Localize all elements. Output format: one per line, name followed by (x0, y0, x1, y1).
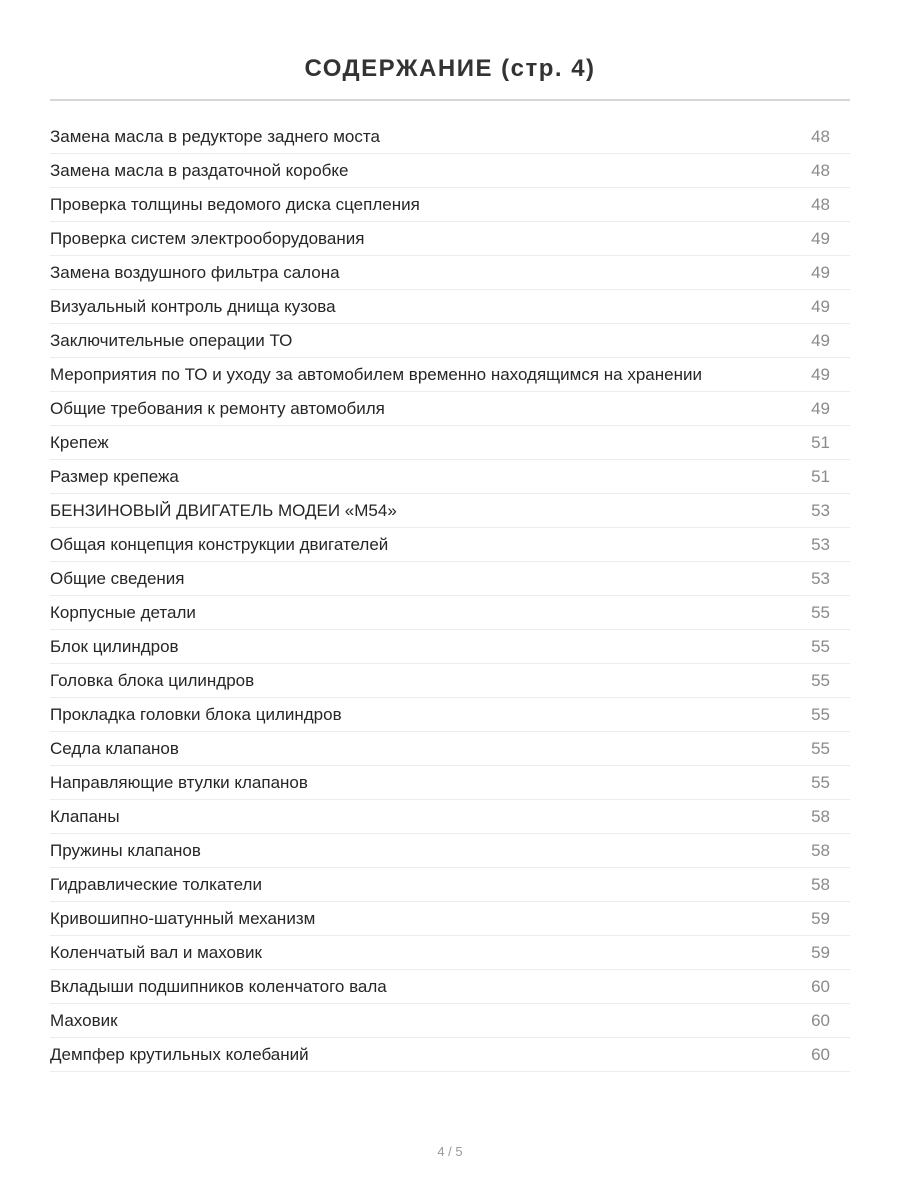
toc-entry-title[interactable]: Общие сведения (50, 569, 185, 588)
toc-entry-page-number: 51 (811, 433, 830, 452)
page-title: СОДЕРЖАНИЕ (стр. 4) (304, 55, 596, 83)
toc-entry-page-number: 48 (811, 161, 830, 180)
toc-entry-title[interactable]: Гидравлические толкатели (50, 875, 262, 894)
toc-entry-title[interactable]: Головка блока цилиндров (50, 671, 255, 690)
toc-entry[interactable] (50, 494, 850, 528)
toc-entry-page-number: 58 (811, 875, 830, 894)
toc-entry-title[interactable]: Проверка толщины ведомого диска сцепления (50, 195, 420, 214)
toc-entry-title[interactable]: Блок цилиндров (50, 637, 179, 656)
toc-entry-title[interactable]: Вкладыши подшипников коленчатого вала (50, 977, 387, 996)
toc-entry-title[interactable]: Замена масла в редукторе заднего моста (50, 127, 380, 146)
toc-entry[interactable] (50, 834, 850, 868)
toc-entry-page-number: 58 (811, 807, 830, 826)
toc-entry-page-number: 49 (811, 331, 830, 350)
toc-entry[interactable] (50, 154, 850, 188)
toc-entry-title[interactable]: Замена воздушного фильтра салона (50, 263, 340, 282)
toc-entry[interactable] (50, 528, 850, 562)
toc-entry[interactable] (50, 1004, 850, 1038)
toc-entry[interactable] (50, 392, 850, 426)
toc-entry-title[interactable]: Коленчатый вал и маховик (50, 943, 262, 962)
toc-entry-page-number: 49 (811, 229, 830, 248)
toc-entry-title[interactable]: Замена масла в раздаточной коробке (50, 161, 349, 180)
toc-entry-page-number: 59 (811, 909, 830, 928)
toc-entry-page-number: 59 (811, 943, 830, 962)
toc-entry-page-number: 60 (811, 977, 830, 996)
toc-entry-title[interactable]: БЕНЗИНОВЫЙ ДВИГАТЕЛЬ МОДЕИ «М54» (50, 501, 397, 520)
toc-entry[interactable] (50, 290, 850, 324)
toc-entry-page-number: 49 (811, 263, 830, 282)
toc-entry[interactable] (50, 460, 850, 494)
toc-entry-title[interactable]: Кривошипно-шатунный механизм (50, 909, 316, 928)
toc-entry-page-number: 53 (811, 501, 830, 520)
toc-entry-title[interactable]: Демпфер крутильных колебаний (50, 1045, 309, 1064)
toc-entry-title[interactable]: Пружины клапанов (50, 841, 201, 860)
toc-entry-page-number: 55 (811, 671, 830, 690)
toc-entry[interactable] (50, 664, 850, 698)
toc-entry-title[interactable]: Общая концепция конструкции двигателей (50, 535, 389, 554)
toc-entry-page-number: 49 (811, 365, 830, 384)
toc-entry[interactable] (50, 562, 850, 596)
toc-entry-page-number: 49 (811, 399, 830, 418)
toc-entry-title[interactable]: Заключительные операции ТО (50, 331, 293, 350)
toc-entry[interactable] (50, 324, 850, 358)
toc-entry[interactable] (50, 936, 850, 970)
toc-entry-page-number: 55 (811, 637, 830, 656)
toc-entry-title[interactable]: Общие требования к ремонту автомобиля (50, 399, 385, 418)
toc-entry-title[interactable]: Проверка систем электрооборудования (50, 229, 365, 248)
toc-entry-page-number: 55 (811, 705, 830, 724)
toc-entry-title[interactable]: Прокладка головки блока цилиндров (50, 705, 342, 724)
toc-entry-page-number: 60 (811, 1045, 830, 1064)
toc-entry[interactable] (50, 1038, 850, 1072)
toc-entry[interactable] (50, 188, 850, 222)
toc-entry-title[interactable]: Крепеж (50, 433, 109, 452)
toc-entry-page-number: 53 (811, 535, 830, 554)
toc-entry-title[interactable]: Маховик (50, 1011, 118, 1030)
table-of-contents (50, 120, 850, 1072)
toc-entry[interactable] (50, 358, 850, 392)
toc-entry-page-number: 51 (811, 467, 830, 486)
toc-entry[interactable] (50, 868, 850, 902)
toc-entry-title[interactable]: Седла клапанов (50, 739, 179, 758)
toc-entry[interactable] (50, 630, 850, 664)
toc-entry[interactable] (50, 596, 850, 630)
toc-entry-page-number: 49 (811, 297, 830, 316)
toc-entry-page-number: 55 (811, 739, 830, 758)
toc-entry-page-number: 58 (811, 841, 830, 860)
toc-entry-page-number: 55 (811, 603, 830, 622)
page-indicator: 4 / 5 (437, 1144, 463, 1159)
toc-entry-title[interactable]: Клапаны (50, 807, 120, 826)
toc-entry-page-number: 53 (811, 569, 830, 588)
toc-entry-page-number: 48 (811, 127, 830, 146)
toc-entry[interactable] (50, 800, 850, 834)
toc-entry-title[interactable]: Визуальный контроль днища кузова (50, 297, 336, 316)
toc-entry-title[interactable]: Мероприятия по ТО и уходу за автомобилем временно находящимся на хранении (50, 365, 702, 384)
toc-entry[interactable] (50, 256, 850, 290)
toc-entry-page-number: 55 (811, 773, 830, 792)
toc-entry-page-number: 60 (811, 1011, 830, 1030)
toc-entry[interactable] (50, 902, 850, 936)
toc-entry-title[interactable]: Размер крепежа (50, 467, 179, 486)
toc-entry-page-number: 48 (811, 195, 830, 214)
toc-entry[interactable] (50, 698, 850, 732)
toc-entry[interactable] (50, 732, 850, 766)
toc-entry[interactable] (50, 426, 850, 460)
toc-entry[interactable] (50, 120, 850, 154)
title-divider (50, 99, 850, 101)
toc-entry[interactable] (50, 970, 850, 1004)
toc-entry-title[interactable]: Корпусные детали (50, 603, 196, 622)
toc-entry[interactable] (50, 766, 850, 800)
toc-entry[interactable] (50, 222, 850, 256)
toc-entry-title[interactable]: Направляющие втулки клапанов (50, 773, 308, 792)
